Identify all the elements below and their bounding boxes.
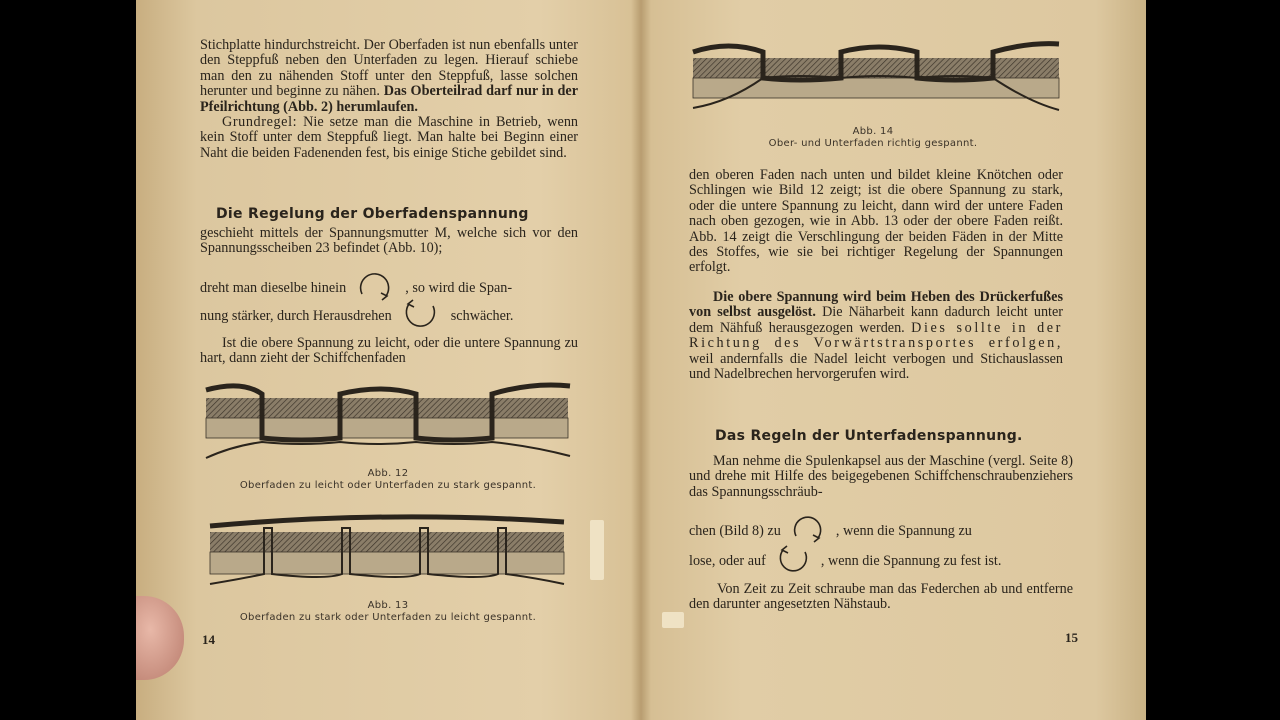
turn-close-text-b: , wenn die Spannung zu xyxy=(835,522,972,539)
left-heading: Die Regelung der Oberfadenspannung xyxy=(216,206,529,222)
left-para-1 xyxy=(200,38,578,161)
turn-open-text-b: , wenn die Spannung zu fest ist. xyxy=(820,552,1002,569)
fig13-caption: Oberfaden zu stark oder Unterfaden zu leicht gespannt. xyxy=(239,612,537,623)
turn-open-text-a: lose, oder auf xyxy=(689,552,766,569)
fig14-title: Abb. 14 xyxy=(852,126,894,137)
counterclockwise-arrow-icon xyxy=(399,294,443,339)
right-para-4: Von Zeit zu Zeit schraube man das Federchen ab und entferne den darunter angesetzten Nähstaub. xyxy=(689,581,1073,613)
left-para1-bold: Das Oberteilrad darf nur in der Pfeilrichtung (Abb. 2) herumlaufen. xyxy=(200,83,578,115)
rule-label: Grundregel: xyxy=(222,114,298,131)
right-para-2 xyxy=(689,290,1063,382)
paper-tear xyxy=(590,520,604,580)
left-page xyxy=(136,0,641,720)
left-para1-text: Stichplatte hindurchstreicht. Der Oberfaden ist nun ebenfalls unter den Steppfuß neben den Unterfaden zu legen. Hierauf schiebe man den zu nähenden Stoff unter den Steppfuß, lasse solchen herunter und beginne zu nähen. xyxy=(200,37,578,100)
turn-out-text-a: nung stärker, durch Herausdrehen xyxy=(200,307,392,324)
page-number-right: 15 xyxy=(1065,630,1078,645)
fig12-title: Abb. 12 xyxy=(367,468,409,479)
right-heading: Das Regeln der Unterfadenspannung. xyxy=(715,428,1023,444)
figure-14 xyxy=(689,36,1063,124)
page-number-left: 14 xyxy=(202,632,215,647)
turn-in-text-b: , so wird die Span- xyxy=(405,279,513,296)
turn-out-row xyxy=(200,294,513,339)
right-para2-bold: Die obere Spannung wird beim Heben des Drückerfußes von selbst ausgelöst. xyxy=(689,289,1063,321)
turn-close-text-a: chen (Bild 8) zu xyxy=(689,522,781,539)
paper-tear xyxy=(662,612,684,628)
turn-out-text-b: schwächer. xyxy=(450,307,514,324)
right-para-1: den oberen Faden nach unten und bildet kleine Knötchen oder Schlingen wie Bild 12 zeigt; ist die obere Spannung zu stark, oder die untere Spannung zu leicht, dann wird der untere Faden nach oben gezogen, wie in Abb. 13 oder der obere Faden reißt. Abb. 14 zeigt die Verschlingung der beiden Fäden in der Mitte des Stoffes, wie sie bei richtiger Regelung der Spannungen erfolgt. xyxy=(689,167,1063,276)
rule-text: Nie setze man die Maschine in Betrieb, wenn kein Stoff unter dem Steppfuß liegt. Man halte bei Beginn einer Naht die beiden Fadenenden fest, bis einige Stiche gebildet sind. xyxy=(200,114,579,161)
right-para2-text: Die Näharbeit kann dadurch leicht unter dem Nähfuß herausgezogen werden. xyxy=(689,304,1064,336)
left-para-2: geschieht mittels der Spannungsmutter M, welche sich vor den Spannungsscheiben 23 befindet (Abb. 10); xyxy=(200,225,578,257)
left-para-3: Ist die obere Spannung zu leicht, oder die untere Spannung zu hart, dann zieht der Schiffchenfaden xyxy=(200,335,578,367)
open-book xyxy=(136,0,1146,720)
right-para2-end: weil andernfalls die Nadel leicht verbogen und Stichauslassen und Nadelbrechen hervorgerufen wird. xyxy=(689,350,1063,383)
turn-in-text-a: dreht man dieselbe hinein xyxy=(200,279,347,296)
figure-13 xyxy=(206,508,568,598)
right-page xyxy=(641,0,1146,720)
counterclockwise-arrow-icon xyxy=(773,540,813,583)
fig13-title: Abb. 13 xyxy=(367,600,409,611)
figure-12 xyxy=(202,376,574,468)
fig12-caption: Oberfaden zu leicht oder Unterfaden zu stark gespannt. xyxy=(239,480,537,491)
turn-open-row xyxy=(689,540,1001,583)
fig14-caption: Ober- und Unterfaden richtig gespannt. xyxy=(768,138,978,149)
right-para2-spaced: Dies sollte in der Richtung des Vorwärtstransportes erfolgen, xyxy=(689,319,1063,352)
right-para-3: Man nehme die Spulenkapsel aus der Maschine (vergl. Seite 8) und drehe mit Hilfe des beigegebenen Schiffchenschraubenziehers das Spannungsschräub- xyxy=(689,453,1073,500)
